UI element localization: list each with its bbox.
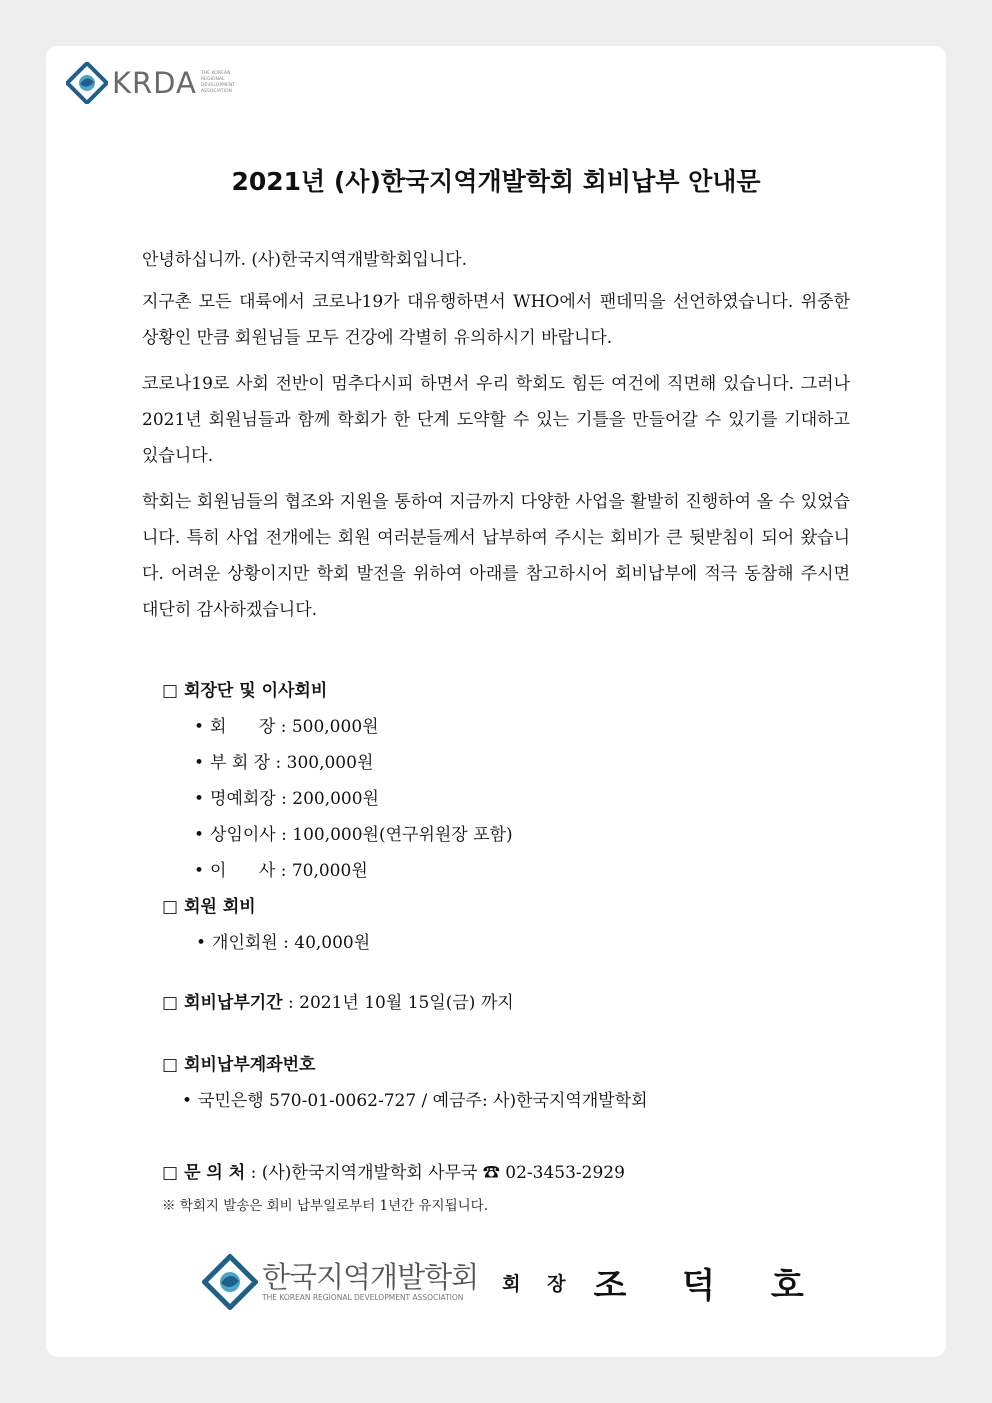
bullet-icon: •: [194, 717, 205, 737]
checkbox-icon: □: [162, 993, 179, 1013]
period-heading-text: 회비납부기간: [184, 993, 283, 1013]
contact-value: : (사)한국지역개발학회 사무국 ☎ 02-3453-2929: [245, 1163, 625, 1183]
fee-item-text: 명예회장 : 200,000원: [210, 789, 379, 809]
period-value: : 2021년 10월 15일(금) 까지: [282, 993, 514, 1013]
fee-item-text: 상임이사 : 100,000원(연구위원장 포함): [210, 825, 513, 845]
bullet-icon: •: [194, 825, 205, 845]
officers-heading-text: 회장단 및 이사회비: [184, 681, 328, 701]
bullet-icon: •: [196, 933, 207, 953]
fee-item-vice-president: [194, 748, 373, 773]
checkbox-icon: □: [162, 897, 179, 917]
bank-account-item: [182, 1086, 648, 1111]
paragraph-covid-impact: 코로나19로 사회 전반이 멈추다시피 하면서 우리 학회도 힘든 여건에 직면해 있습니다. 그러나 2021년 회원님들과 함께 학회가 한 단계 도약할 수 있는 기틀을 만들어갈 수 있기를 기대하고 있습니다.: [142, 374, 850, 466]
checkbox-icon: □: [162, 681, 179, 701]
fee-item-honorary-president: [194, 784, 379, 809]
president-name: 조 덕 호: [593, 1265, 826, 1306]
association-name-english: THE KOREAN REGIONAL DEVELOPMENT ASSOCIATION: [262, 1293, 464, 1302]
contact-line: [162, 1158, 625, 1183]
fee-item-standing-director: [194, 820, 513, 845]
association-name-block: [262, 1262, 478, 1302]
member-fee-heading: [162, 892, 256, 917]
fee-item-individual: [196, 928, 370, 953]
bullet-icon: •: [194, 753, 205, 773]
fee-item-director: [194, 856, 368, 881]
signature-footer: [202, 1254, 826, 1310]
officers-fee-heading: [162, 676, 327, 701]
krda-diamond-icon: [66, 62, 108, 104]
contact-heading-text: 문 의 처: [184, 1163, 246, 1183]
member-heading-text: 회원 회비: [184, 897, 256, 917]
bank-account-text: 국민은행 570-01-0062-727 / 예금주: 사)한국지역개발학회: [198, 1091, 648, 1111]
document-page: [46, 46, 946, 1357]
account-heading: [162, 1050, 315, 1075]
bullet-icon: •: [182, 1091, 193, 1111]
logo-mark-text: KRDA: [112, 66, 197, 100]
logo-subtext: THE KOREAN REGIONAL DEVELOPMENT ASSOCIATION: [200, 71, 236, 94]
association-name: 한국지역개발학회: [262, 1260, 479, 1294]
fee-item-text: 개인회원 : 40,000원: [212, 933, 371, 953]
greeting-paragraph: 안녕하십니까. (사)한국지역개발학회입니다.: [142, 250, 468, 270]
intro-body: [142, 242, 850, 638]
president-label: 회 장: [502, 1272, 576, 1295]
association-diamond-icon: [202, 1254, 258, 1310]
checkbox-icon: □: [162, 1055, 179, 1075]
document-title: 2021년 (사)한국지역개발학회 회비납부 안내문: [231, 167, 761, 196]
journal-note: ※ 학회지 발송은 회비 납부일로부터 1년간 유지됩니다.: [162, 1198, 488, 1214]
krda-logo: [66, 62, 247, 104]
checkbox-icon: □: [162, 1163, 179, 1183]
fee-item-president: [194, 712, 379, 737]
fee-item-text: 부 회 장 : 300,000원: [210, 753, 374, 773]
fee-item-text: 이 사 : 70,000원: [210, 861, 368, 881]
paragraph-pandemic: 지구촌 모든 대륙에서 코로나19가 대유행하면서 WHO에서 팬데믹을 선언하였습니다. 위중한 상황인 만큼 회원님들 모두 건강에 각별히 유의하시기 바랍니다.: [142, 292, 850, 348]
bullet-icon: •: [194, 789, 205, 809]
fee-item-text: 회 장 : 500,000원: [210, 717, 379, 737]
payment-period: [162, 988, 514, 1013]
account-heading-text: 회비납부계좌번호: [184, 1055, 316, 1075]
paragraph-request: 학회는 회원님들의 협조와 지원을 통하여 지금까지 다양한 사업을 활발히 진행하여 올 수 있었습니다. 특히 사업 전개에는 회원 여러분들께서 납부하여 주시는 회비가 큰 뒷받침이 되어 왔습니다. 어려운 상황이지만 학회 발전을 위하여 아래를 참고하시어 회비납부에 적극 동참해 주시면 대단히 감사하겠습니다.: [142, 492, 850, 620]
bullet-icon: •: [194, 861, 205, 881]
